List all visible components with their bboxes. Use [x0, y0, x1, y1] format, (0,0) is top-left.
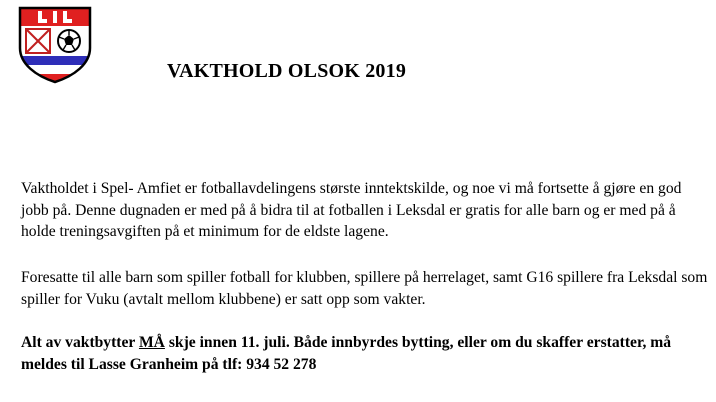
football-icon [58, 30, 80, 52]
notice-text-before: Alt av vaktbytter [21, 334, 139, 351]
notice-text-after: skje innen 11. juli. Både innbyrdes bytting, eller om du skaffer erstatter, må meldes til Lasse Granheim på tlf: 934 52 278 [21, 334, 672, 373]
page-title: VAKTHOLD OLSOK 2019 [167, 60, 407, 82]
guards-paragraph: Foresatte til alle barn som spiller fotball for klubben, spillere på herrelaget, samt G16 spillere fra Leksdal som spiller for Vuku (avtalt mellom klubbene) er satt opp som vakter. [21, 269, 708, 308]
intro-paragraph: Vaktholdet i Spel- Amfiet er fotballavdelingens største inntektskilde, og noe vi må fortsette å gjøre en god jobb på. Denne dugnaden er med på å bidra til at fotballen i Leksdal er gratis for alle barn og er med på å holde treningsavgiften på et minimum for de eldste lagene. [21, 180, 682, 240]
shift-swap-notice [21, 332, 711, 375]
crossed-flag-icon [26, 29, 50, 53]
notice-emphasis: MÅ [138, 334, 165, 351]
club-logo [14, 4, 96, 84]
